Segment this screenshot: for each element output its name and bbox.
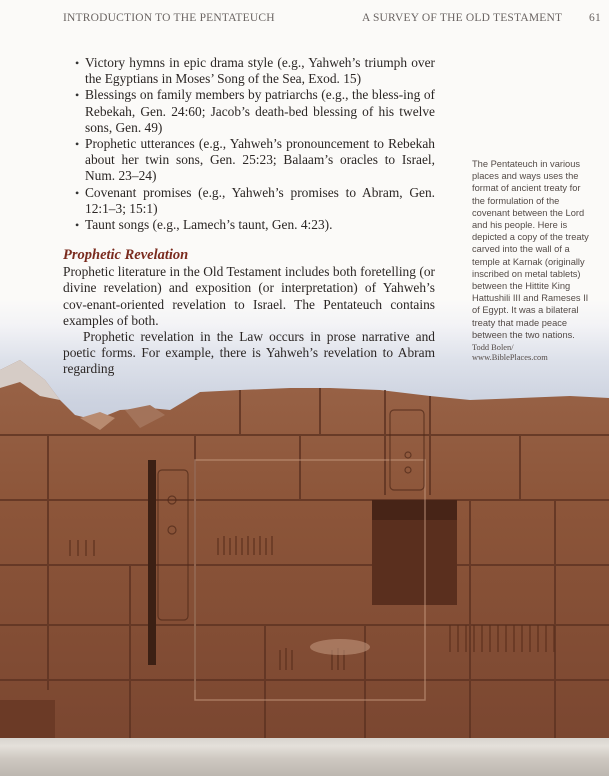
list-item: • Prophetic utterances (e.g., Yahweh’s pronouncement to Rebekah about her twin sons, Gen. 25:23; Balaam’s oracles to Israel, Num. 23–24) [75, 136, 435, 184]
bullet-icon: • [75, 56, 80, 70]
caption-text: The Pentateuch in various places and ways uses the format of ancient treaty for the formulation of the covenant between the Lord and his people. Here is depicted a copy of the treaty carved into the wall of a temple at Karnak (originally inscribed on metal tablets) between the Hittite King Hattushili III and Rameses II of Egypt. It was a bilateral treaty that made peace between the two nations. [472, 159, 589, 340]
bullet-icon: • [75, 88, 80, 103]
photo-credit: Todd Bolen/ www.BiblePlaces.com [472, 343, 548, 362]
photo-caption [472, 158, 590, 362]
bullet-icon: • [75, 137, 80, 152]
page-number: 61 [589, 12, 601, 24]
carved-wall-image [0, 360, 609, 750]
list-item: • Covenant promises (e.g., Yahweh’s promises to Abram, Gen. 12:1–3; 15:1) [75, 184, 435, 216]
bullet-icon: • [75, 185, 80, 200]
paragraph: Prophetic revelation in the Law occurs in prose narrative and poetic forms. For example, there is Yahweh’s revelation to Abram regarding [63, 329, 435, 377]
bullet-list [63, 55, 435, 233]
list-item: • Taunt songs (e.g., Lamech’s taunt, Gen. 4:23). [75, 217, 333, 233]
section-heading: Prophetic Revelation [63, 247, 189, 264]
running-head-right: A SURVEY OF THE OLD TESTAMENT [362, 12, 563, 24]
main-column [63, 55, 435, 378]
list-item: • Victory hymns in epic drama style (e.g., Yahweh’s triumph over the Egyptians in Moses’ Song of the Sea, Exod. 15) [75, 55, 435, 87]
list-item: • Blessings on family members by patriarchs (e.g., the bless-ing of Rebekah, Gen. 24:60; Jacob’s death-bed blessing of his twelve sons, Gen. 49) [75, 87, 435, 135]
paragraph: Prophetic literature in the Old Testament includes both foretelling (or divine revelation) and exposition (or interpretation) of Yahweh’s cov-enant-oriented revelation to Israel. The Pentateuch contains examples of both. [63, 264, 435, 328]
bullet-icon: • [75, 218, 80, 233]
running-head [0, 12, 609, 28]
paved-ground [0, 738, 609, 776]
running-head-left: INTRODUCTION TO THE PENTATEUCH [63, 12, 275, 24]
